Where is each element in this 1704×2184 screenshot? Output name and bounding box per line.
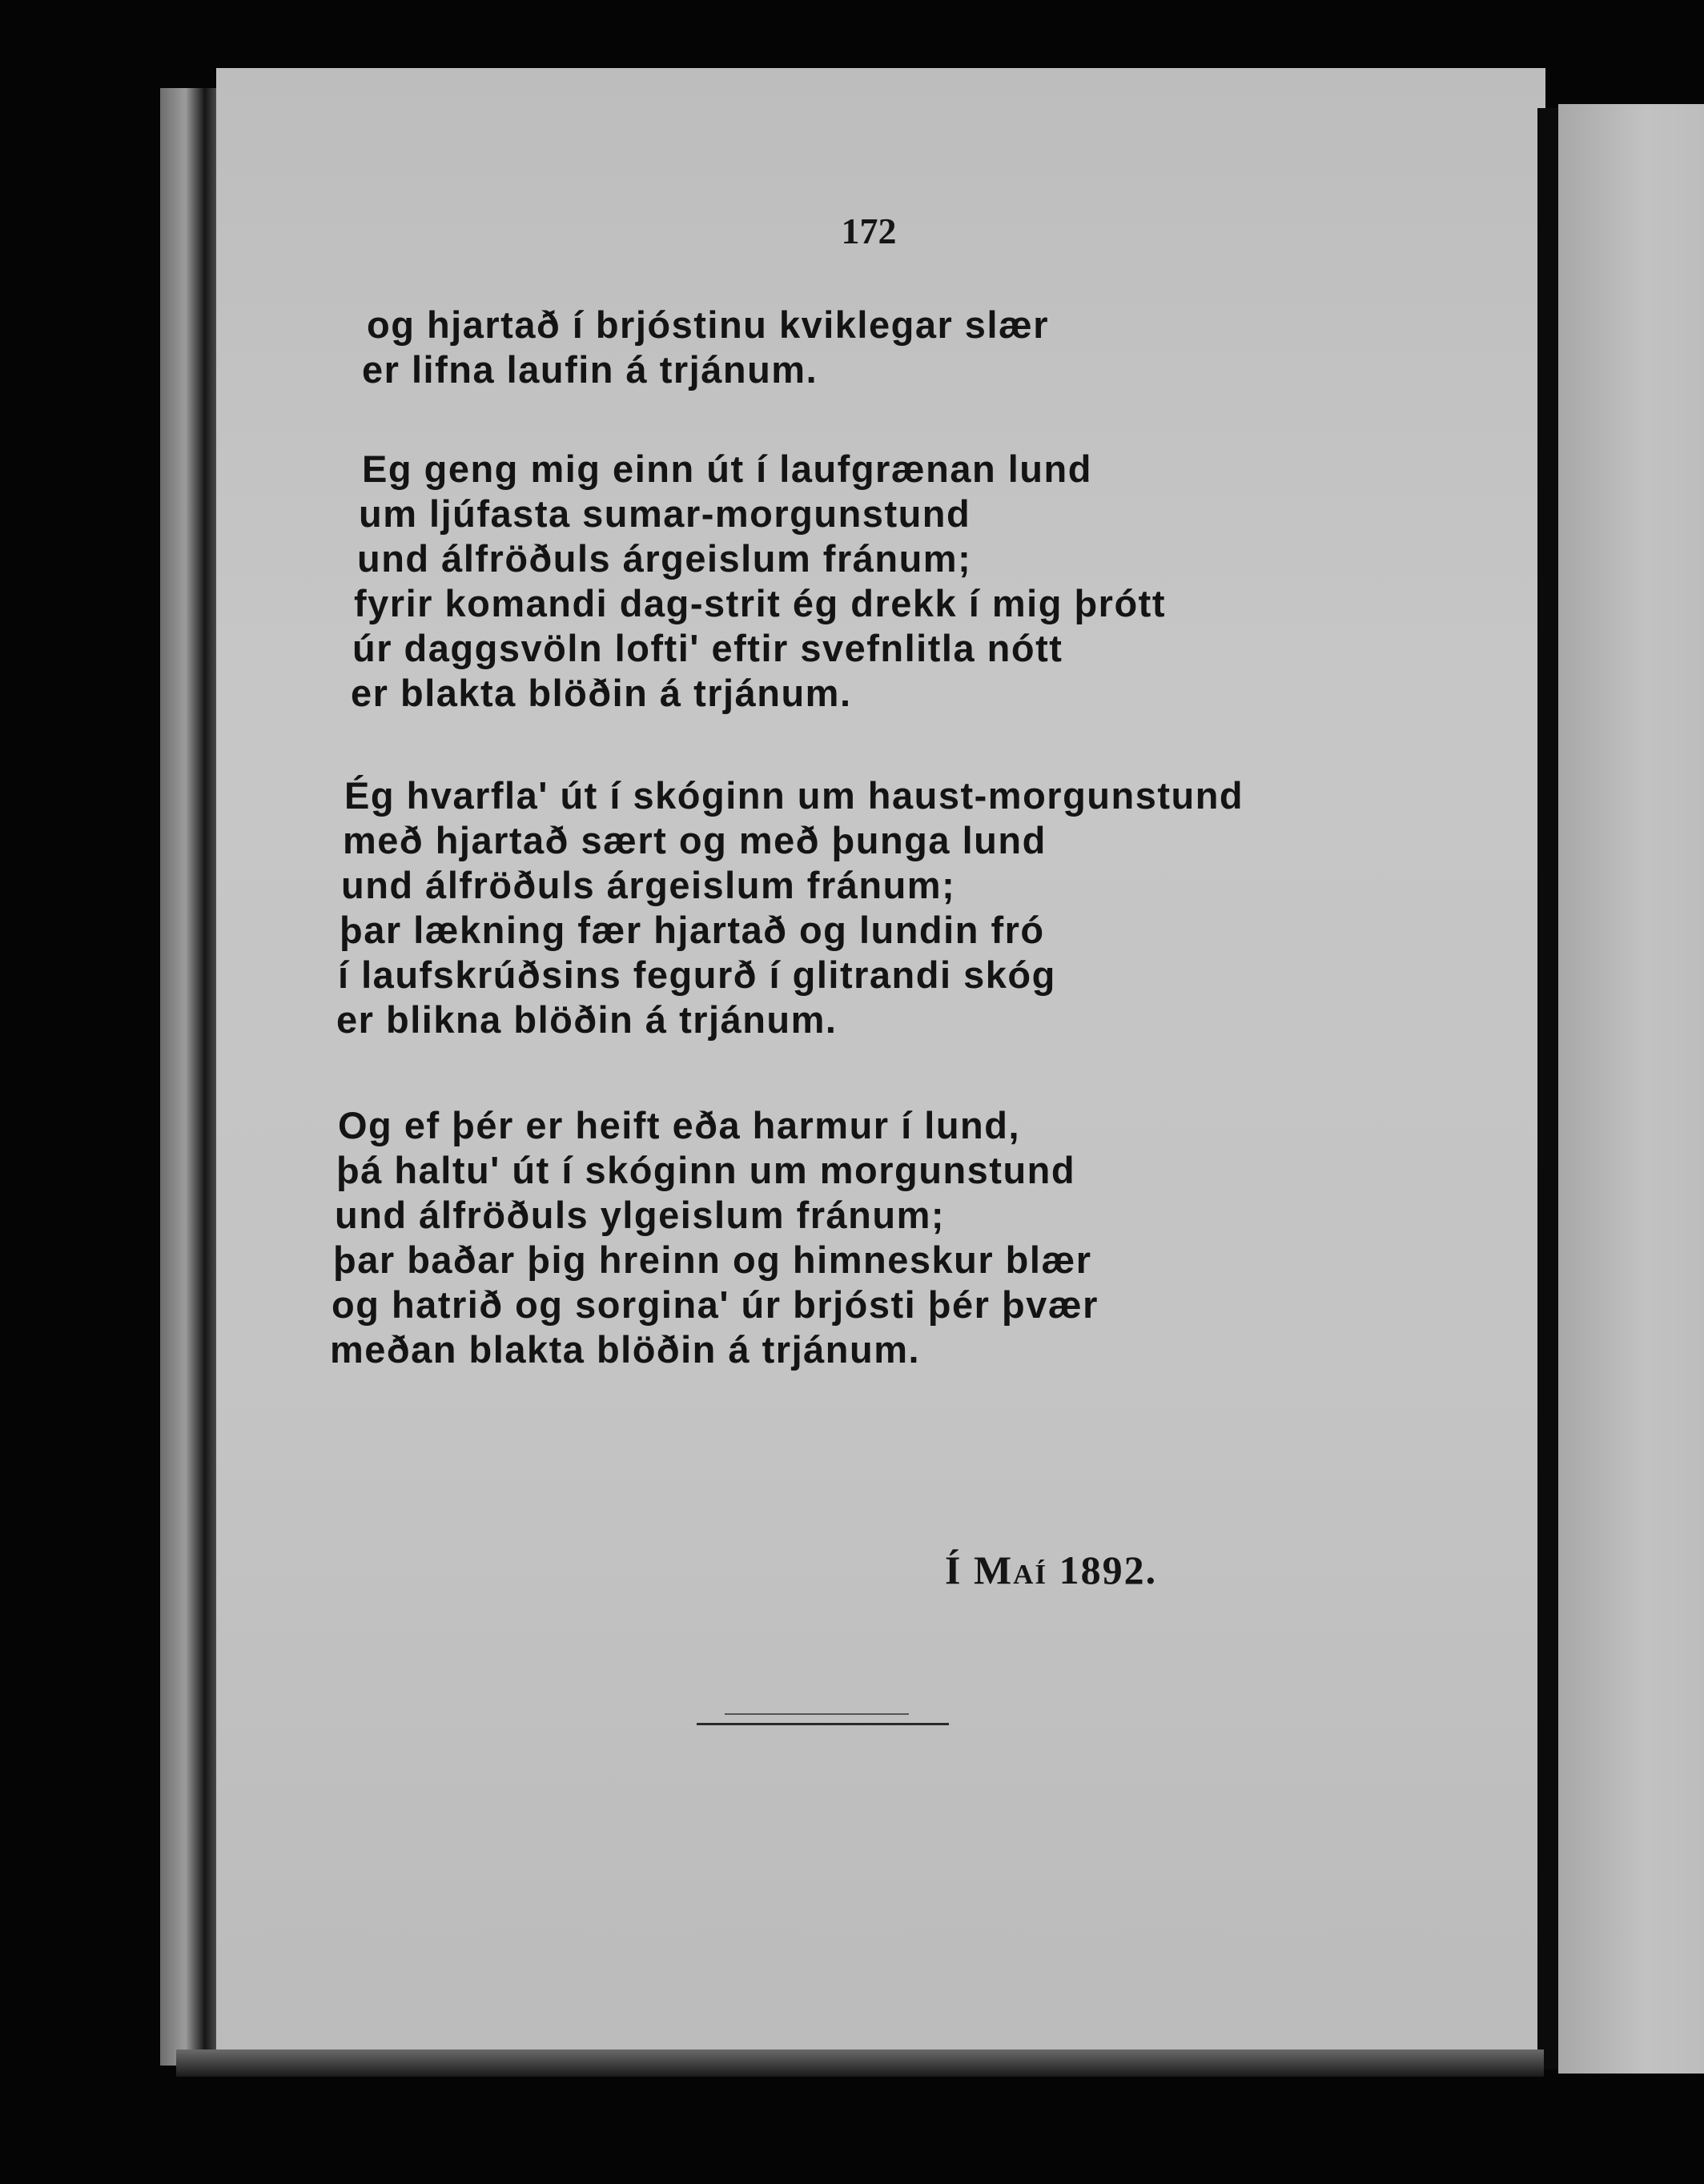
poem-line: und álfröðuls árgeislum fránum; (341, 864, 956, 906)
facing-page-edge (1558, 104, 1704, 2074)
signature-month: Maí (973, 1548, 1048, 1592)
poem-line: er blakta blöðin á trjánum. (351, 672, 852, 714)
poem-line: er lifna laufin á trjánum. (362, 348, 818, 391)
date-signature (945, 1547, 1157, 1593)
poem-line: und álfröðuls ylgeislum fránum; (335, 1194, 946, 1236)
poem-line: Ég hvarfla' út í skóginn um haust-morgunstund (344, 774, 1244, 817)
poem-line: Og ef þér er heift eða harmur í lund, (338, 1104, 1021, 1146)
poem-line: und álfröðuls árgeislum fránum; (357, 537, 972, 580)
ornamental-rule-upper (725, 1713, 909, 1715)
poem-line: þar lækning fær hjartað og lundin fró (340, 909, 1045, 951)
poem-line: þá haltu' út í skóginn um morgunstund (336, 1149, 1076, 1191)
signature-year: 1892. (1059, 1548, 1158, 1592)
poem-line: fyrir komandi dag-strit ég drekk í mig þrótt (354, 582, 1166, 624)
poem-line: þar baðar þig hreinn og himneskur blær (333, 1239, 1092, 1281)
stanza-4 (330, 1103, 1393, 1372)
stanza-2 (344, 447, 1393, 716)
poem-line: úr daggsvöln lofti' eftir svefnlitla nótt (352, 627, 1063, 669)
page-number: 172 (841, 211, 897, 251)
poem-line: er blikna blöðin á trjánum. (336, 998, 838, 1041)
poem-line: og hjartað í brjóstinu kviklegar slær (367, 303, 1050, 346)
page-gutter (1537, 108, 1558, 2070)
poem-line: um ljúfasta sumar-morgunstund (359, 492, 971, 535)
poem-line: með hjartað sært og með þunga lund (343, 819, 1047, 861)
page-bottom-edge (176, 2050, 1544, 2077)
signature-prefix: Í (945, 1548, 963, 1592)
stanza-1 (344, 303, 1393, 392)
poem-body (330, 303, 1393, 1372)
poem-line: meðan blakta blöðin á trjánum. (330, 1328, 921, 1371)
stanza-3 (336, 773, 1393, 1042)
ornamental-rule (697, 1723, 949, 1725)
poem-line: Eg geng mig einn út í laufgrænan lund (362, 448, 1092, 490)
poem-line: í laufskrúðsins fegurð í glitrandi skóg (338, 953, 1056, 996)
poem-line: og hatrið og sorgina' úr brjósti þér þvær (332, 1283, 1099, 1326)
